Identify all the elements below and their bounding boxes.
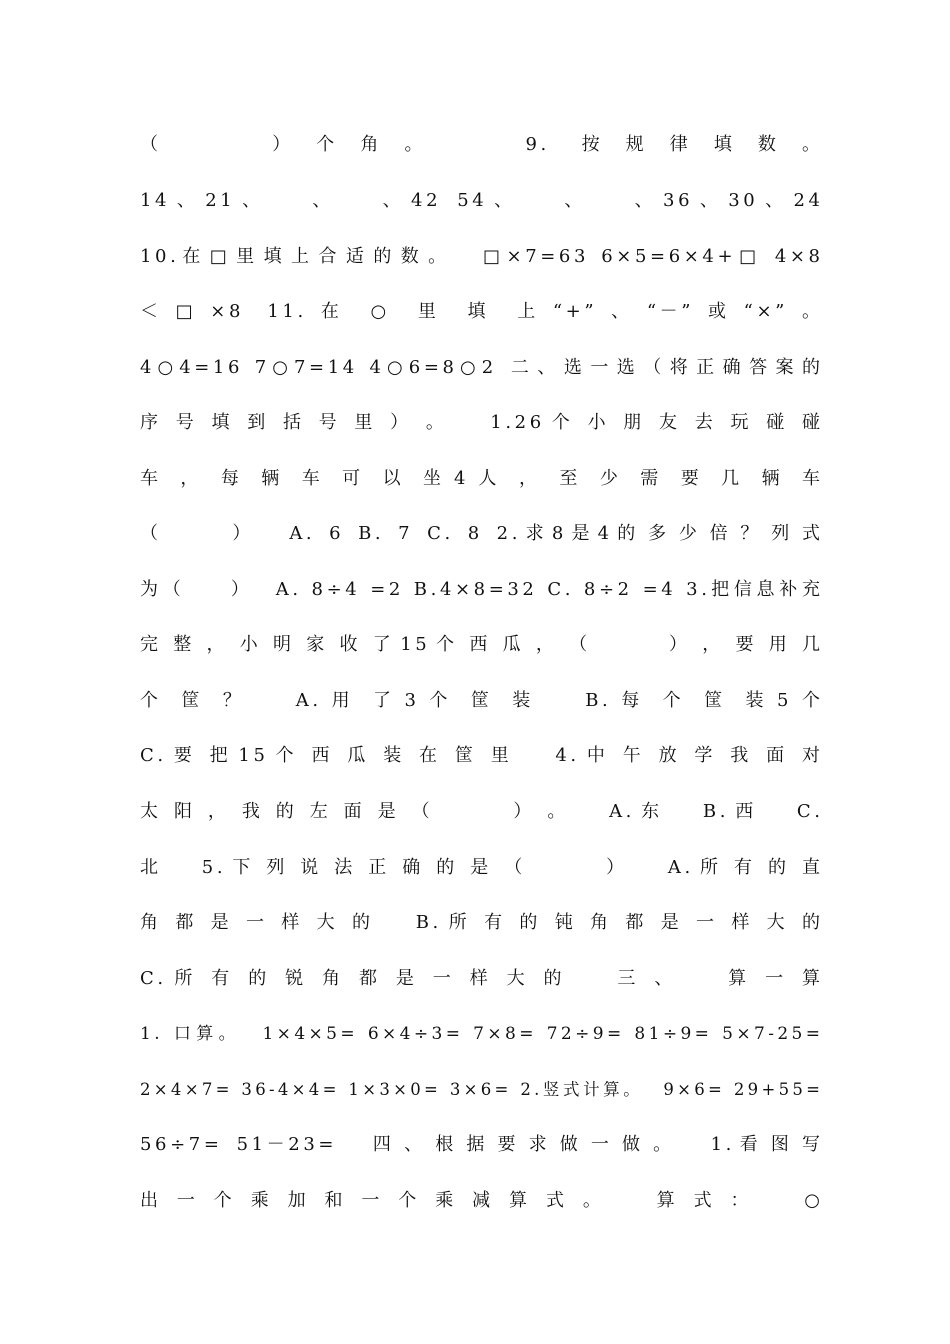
text-line: C . 要 把 1 5 个 西 瓜 装 在 筐 里 4 . 中 午 放 学 我 面 对 — [140, 745, 820, 766]
text-line: 角 都 是 一 样 大 的 B . 所 有 的 钝 角 都 是 一 样 大 的 — [140, 912, 820, 933]
text-line: 太 阳 ， 我 的 左 面 是 （ ） 。 A . 东 B . 西 C . — [140, 801, 820, 822]
text-line: 序 号 填 到 括 号 里 ） 。 1 . 2 6 个 小 朋 友 去 玩 碰 碰 — [140, 412, 820, 433]
text-line: 4 ○ 4 = 1 6 7 ○ 7 = 1 4 4 ○ 6 = 8 ○ 2 二 、 选 一 选 （ 将 正 确 答 案 的 — [140, 357, 820, 378]
text-line: 车 ， 每 辆 车 可 以 坐 4 人 ， 至 少 需 要 几 辆 车 — [140, 468, 820, 489]
text-line: C . 所 有 的 锐 角 都 是 一 样 大 的 三 、 算 一 算 — [140, 968, 820, 989]
text-line: 1 4 、 2 1 、 、 、 4 2 5 4 、 、 、 3 6 、 3 0 、 2 4 — [140, 190, 820, 211]
text-line: 1 . 口 算 。 1 × 4 × 5 = 6 × 4 ÷ 3 = 7 × 8 = 7 2 ÷ 9 = 8 1 ÷ 9 = 5 × 7 - 2 5 = — [140, 1024, 820, 1044]
text-line: 1 0 . 在 □ 里 填 上 合 适 的 数 。 □ × 7 = 6 3 6 × 5 = 6 × 4 + □ 4 × 8 — [140, 246, 820, 267]
text-line: 出 一 个 乘 加 和 一 个 乘 减 算 式 。 算 式 ： ○ — [140, 1190, 820, 1211]
text-line: （ ） A . 6 B . 7 C . 8 2 . 求 8 是 4 的 多 少 倍 ？ 列 式 — [140, 523, 820, 544]
text-line: （ ） 个 角 。 9 . 按 规 律 填 数 。 — [140, 134, 820, 155]
text-line: 个 筐 ？ A . 用 了 3 个 筐 装 B . 每 个 筐 装 5 个 — [140, 690, 820, 711]
text-line: 2 × 4 × 7 = 3 6 - 4 × 4 = 1 × 3 × 0 = 3 × 6 = 2 . 竖 式 计 算 。 9 × 6 = 2 9 + 5 5 = — [140, 1080, 820, 1099]
text-line: 5 6 ÷ 7 = 5 1 － 2 3 = 四 、 根 据 要 求 做 一 做 。 1 . 看 图 写 — [140, 1134, 820, 1155]
text-line: 为 （ ） A . 8 ÷ 4 = 2 B . 4 × 8 = 3 2 C . 8 ÷ 2 = 4 3 . 把 信 息 补 充 — [140, 579, 820, 600]
text-line: 完 整 ， 小 明 家 收 了 1 5 个 西 瓜 ， （ ） ， 要 用 几 — [140, 634, 820, 655]
text-line: ＜ □ × 8 1 1 . 在 ○ 里 填 上 “ + ” 、 “ － ” 或 “ × ” 。 — [140, 301, 820, 322]
text-line: 北 5 . 下 列 说 法 正 确 的 是 （ ） A . 所 有 的 直 — [140, 857, 820, 878]
